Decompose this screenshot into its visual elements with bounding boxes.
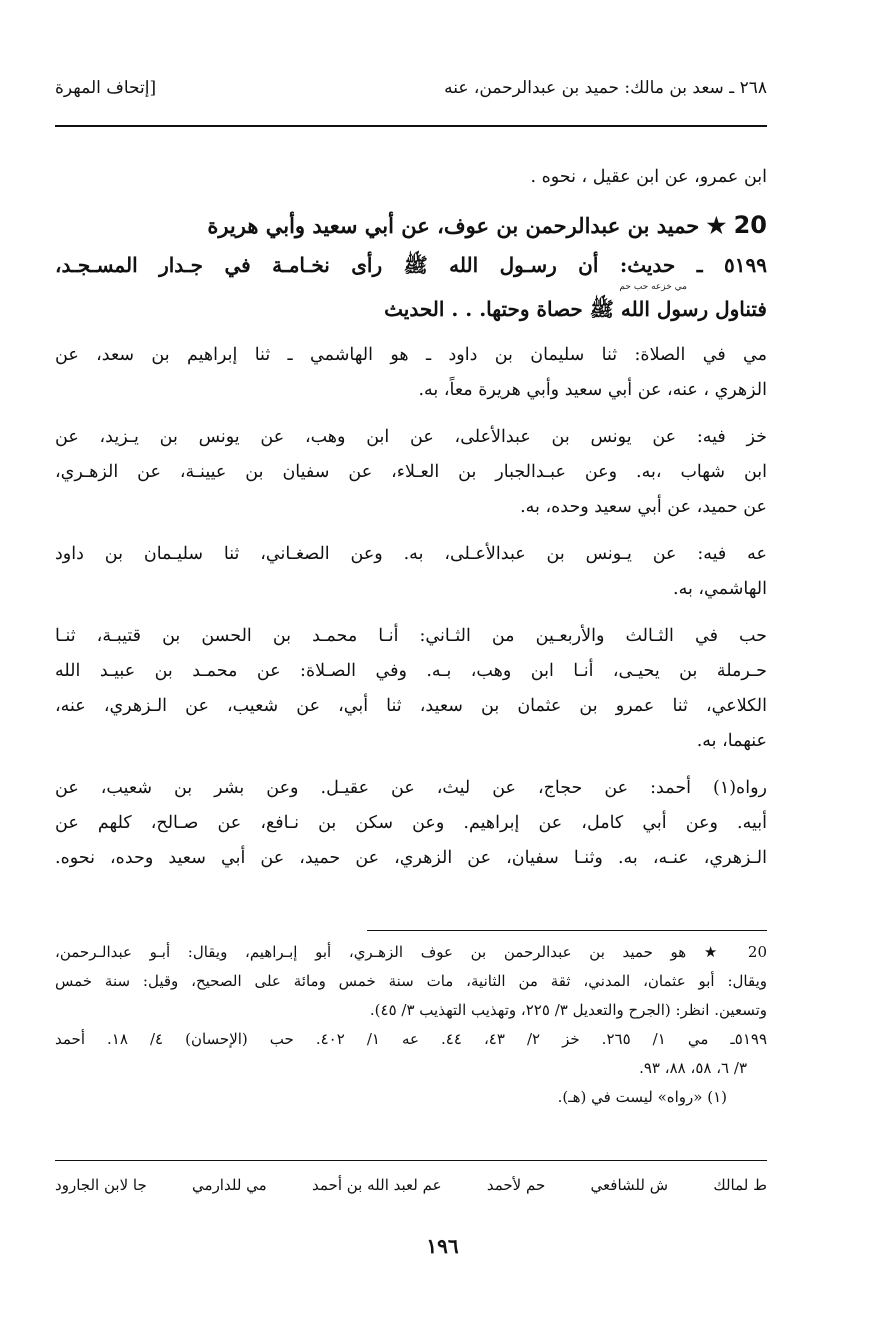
paragraph-line: أبيه. وعن أبي كامل، عن إبراهيم. وعن سكن بن نـافع، عن صـالح، كلهم عن bbox=[55, 813, 767, 833]
header-chapter-title: ٢٦٨ ـ سعد بن مالك: حميد بن عبدالرحمن، عنه bbox=[444, 78, 767, 98]
paragraph bbox=[55, 420, 767, 525]
footnote-rule bbox=[367, 930, 767, 931]
paragraph-line: عه فيه: عن يـونس بن عبدالأعـلى، به. وعن الصغـاني، ثنا سليـمان بن داود bbox=[55, 544, 767, 564]
footnote-line: 20 ★ هو حميد بن عبدالرحمن بن عوف الزهـري، أبو إبـراهيم، ويقال: أبـو عبدالـرحمن، bbox=[55, 943, 767, 961]
paragraph-line: عنهما، به. bbox=[696, 731, 767, 751]
paragraph bbox=[55, 771, 767, 876]
paragraph-line: مي في الصلاة: ثنا سليمان بن داود ـ هو الهاشمي ـ ثنا إبراهيم بن سعد، عن bbox=[55, 345, 767, 365]
footnote-line: ويقال: أبو عثمان، المدني، ثقة من الثانية، مات سنة خمس ومائة على الصحيح، وقيل: سنة خمس bbox=[55, 972, 767, 990]
paragraph-line: عن حميد، عن أبي سعيد وحده، به. bbox=[520, 497, 767, 517]
abbreviation-key bbox=[55, 1176, 767, 1206]
paragraph bbox=[55, 619, 767, 759]
header-book-title: [إتحاف المهرة bbox=[55, 78, 157, 98]
footnote-line: وتسعين. انظر: (الجرح والتعديل ٣/ ٢٢٥، وتهذيب التهذيب ٣/ ٤٥). bbox=[369, 1001, 767, 1019]
abbreviation-item: ش للشافعي bbox=[590, 1176, 669, 1194]
page-number: ١٩٦ bbox=[426, 1234, 459, 1258]
paragraph-line: رواه(١) أحمد: عن حجاج، عن ليث، عن عقيـل. وعن بشر بن شعيب، عن bbox=[55, 778, 767, 798]
paragraph-line: الكلاعي، ثنا عمرو بن عثمان بن سعيد، ثنا أبي، عن شعيب، عن الـزهري، عنه، bbox=[55, 696, 767, 716]
footnote-line: ٣/ ٦، ٥٨، ٨٨، ٩٣. bbox=[639, 1059, 747, 1077]
hadith-line-2: فتناول رسول الله ﷺ حصاة وحتها. . . الحديث bbox=[384, 297, 767, 321]
abbreviation-item: جا لابن الجارود bbox=[55, 1176, 147, 1194]
paragraph-line: حـرملة بن يحيـى، أنـا ابن وهب، بـه. وفي الصـلاة: عن محمـد بن عبيـد الله bbox=[55, 661, 767, 681]
narrator-number: 20 bbox=[733, 211, 767, 239]
abbreviation-item: ط لمالك bbox=[713, 1176, 767, 1194]
paragraph-line: خز فيه: عن يونس بن عبدالأعلى، عن ابن وهب، عن يونس بن يـزيد، عن bbox=[55, 427, 767, 447]
paragraph-line: الـزهري، عنـه، به. وثنـا سفيان، عن الزهري، عن حميد، عن أبي سعيد وحده، نحوه. bbox=[55, 848, 767, 868]
narrator-heading bbox=[55, 203, 767, 248]
footnote-note: (١) «رواه» ليست في (هـ). bbox=[557, 1088, 727, 1106]
hadith-line-1: ٥١٩٩ ـ حديث: أن رسـول الله ﷺ رأى نخـامـة في جـدار المسـجـد، bbox=[55, 253, 767, 277]
footnotes bbox=[55, 938, 767, 1112]
abbreviation-item: مي للدارمي bbox=[192, 1176, 267, 1194]
footnote-line: ٥١٩٩ـ مي ١/ ٢٦٥. خز ٢/ ٤٣، ٤٤. عه ١/ ٤٠٢. حب (الإحسان) ٤/ ١٨. أحمد bbox=[55, 1030, 768, 1048]
bottom-rule bbox=[55, 1160, 767, 1161]
header-rule bbox=[55, 125, 767, 127]
paragraph-line: الهاشمي، به. bbox=[673, 579, 767, 599]
continuation-line: ابن عمرو، عن ابن عقيل ، نحوه . bbox=[530, 167, 767, 187]
paragraph bbox=[55, 537, 767, 607]
paragraph bbox=[55, 338, 767, 408]
abbreviation-item: عم لعبد الله بن أحمد bbox=[312, 1176, 442, 1194]
star-icon: ★ bbox=[706, 213, 727, 239]
hadith-source-sigla: مي خزعه حب حم bbox=[619, 282, 687, 292]
abbreviation-item: حم لأحمد bbox=[486, 1176, 546, 1194]
paragraph-line: ابن شهاب ،به. وعن عبـدالجبار بن العـلاء، عن سفيان بن عيينـة، عن الزهـري، bbox=[55, 462, 767, 482]
paragraph-line: الزهري ، عنه، عن أبي سعيد وأبي هريرة معاً، به. bbox=[418, 380, 767, 400]
main-text bbox=[55, 160, 767, 876]
paragraph-line: حب في الثـالث والأربعـين من الثـاني: أنـا محمـد بن الحسن بن قتيبـة، ثنـا bbox=[55, 626, 767, 646]
running-header bbox=[55, 72, 767, 108]
narrator-heading-text: حميد بن عبدالرحمن بن عوف، عن أبي سعيد وأبي هريرة bbox=[207, 213, 700, 238]
